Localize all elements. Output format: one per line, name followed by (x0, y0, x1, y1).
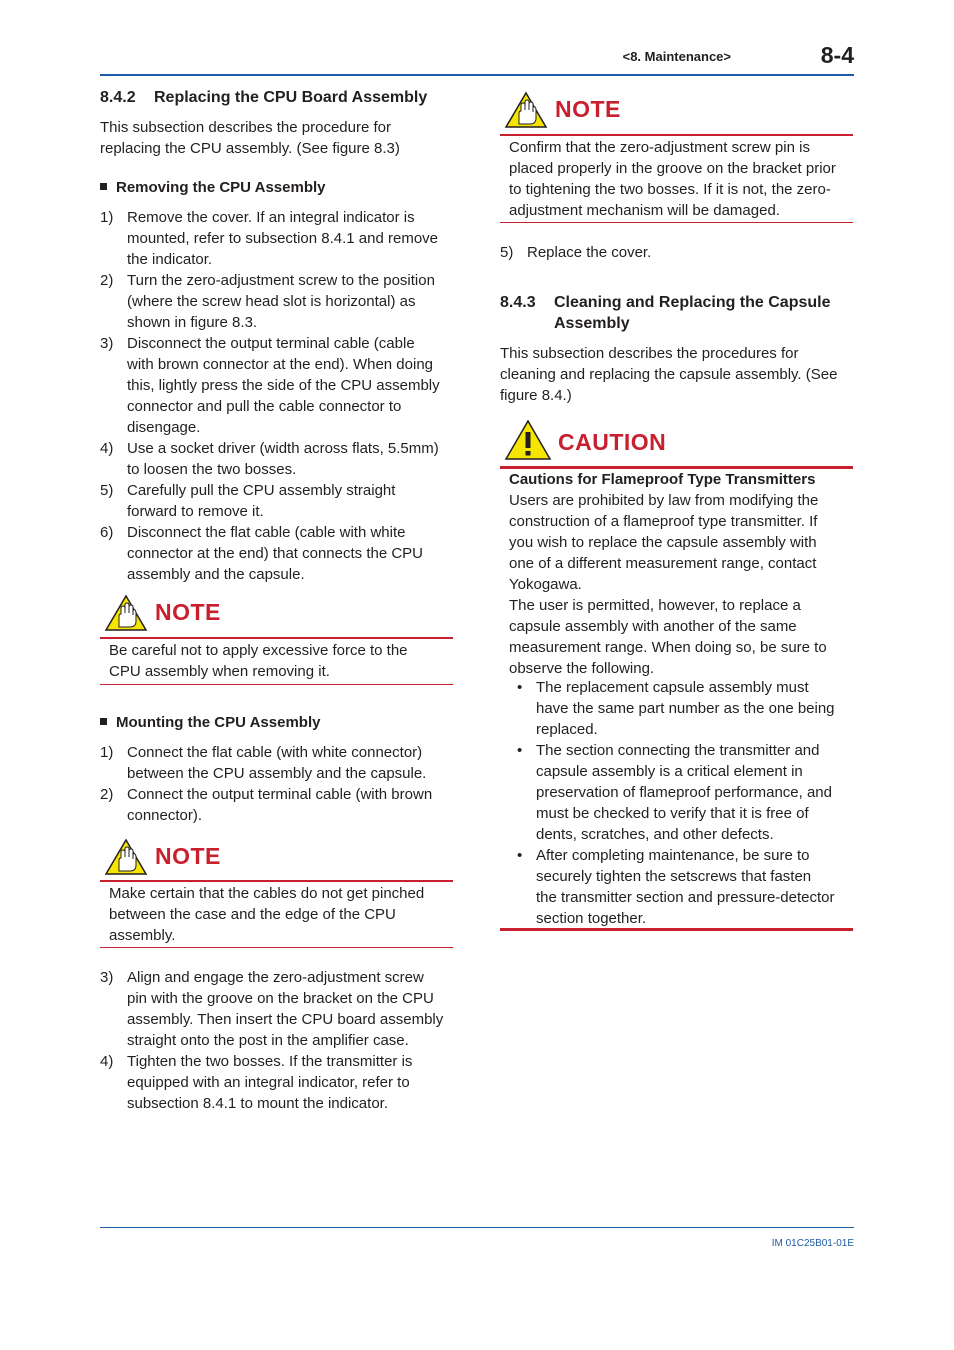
step-number: 4) (100, 1053, 114, 1070)
step-text: Replace the cover. (527, 244, 652, 261)
step-text: Turn the zero-adjustment screw to the position (where the screw head slot is horizontal) as shown in figure 8.3. (127, 272, 435, 331)
note-bottom-rule (100, 684, 453, 685)
step-number: 1) (100, 209, 114, 226)
step-text: Remove the cover. If an integral indicator is mounted, refer to subsection 8.4.1 and remove the indicator. (127, 209, 439, 268)
list-item (100, 207, 460, 270)
note-top-rule (500, 134, 853, 136)
step-number: 2) (100, 786, 114, 803)
step-text: Align and engage the zero-adjustment screw pin with the groove on the bracket on the CPU assembly. Then insert the CPU board assembly straight onto the post in the amplifier case. (127, 969, 444, 1049)
step-number: 5) (100, 482, 114, 499)
section-heading-8-4-2 (100, 87, 460, 108)
note-bottom-rule (500, 222, 853, 223)
caution-title: CAUTION (558, 429, 667, 455)
text-line: replacing the CPU assembly. (See figure 8.3) (100, 140, 400, 157)
section-intro: This subsection describes the procedures for cleaning and replacing the capsule assembly. (See figure 8.4.) (500, 345, 838, 404)
header-rule (100, 74, 854, 76)
document-id: IM 01C25B01-01E (771, 1238, 854, 1249)
note-title: NOTE (155, 843, 221, 869)
section-intro (100, 117, 400, 159)
note-body: Be careful not to apply excessive force to the CPU assembly when removing it. (109, 642, 408, 680)
caution-body: Users are prohibited by law from modifying the construction of a flameproof type transmitter. If you wish to replace the capsule assembly with one of a different measurement range, contact Yokogawa. The user is permitted, however, to replace a capsule assembly with another of the same measurement range. When doing so, be sure to observe the following. (509, 492, 827, 677)
bullet-text: The replacement capsule assembly must have the same part number as the one being replaced. (536, 679, 835, 738)
caution-bullet-list (509, 677, 854, 929)
caution-subtitle: Cautions for Flameproof Type Transmitters (509, 471, 816, 488)
list-item (100, 967, 460, 1051)
list-item (509, 740, 854, 845)
hand-warning-icon (104, 594, 148, 632)
subheading-mounting (100, 712, 320, 733)
section-title: Cleaning and Replacing the Capsule Assembly (554, 294, 831, 332)
step-number: 2) (100, 272, 114, 289)
page-number: 8-4 (820, 42, 854, 68)
list-item (100, 1051, 460, 1114)
list-item (100, 438, 460, 480)
section-heading-8-4-3 (500, 292, 860, 334)
list-item (509, 677, 854, 740)
step-text: Connect the flat cable (with white connector) between the CPU assembly and the capsule. (127, 744, 427, 782)
text-line: This subsection describes the procedure for (100, 119, 391, 136)
subheading-removing (100, 177, 326, 198)
step-text: Disconnect the flat cable (cable with white connector at the end) that connects the CPU assembly and the capsule. (127, 524, 424, 583)
header-section-label: <8. Maintenance> (622, 49, 731, 64)
mounting-steps-list-continued (100, 967, 460, 1114)
removing-steps-list (100, 207, 460, 585)
list-item (100, 742, 460, 784)
hand-warning-icon (104, 838, 148, 876)
section-title: Replacing the CPU Board Assembly (154, 89, 428, 106)
caution-bottom-rule (500, 928, 853, 931)
bullet-icon: • (517, 742, 523, 759)
mounting-steps-list (100, 742, 460, 826)
step-text: Use a socket driver (width across flats, 5.5mm) to loosen the two bosses. (127, 440, 439, 478)
list-item (100, 784, 460, 826)
note-body: Confirm that the zero-adjustment screw pin is placed properly in the groove on the bracket prior to tightening the two bosses. If it is not, the zero- adjustment mechanism will be damaged. (509, 139, 836, 219)
list-item (100, 270, 460, 333)
square-bullet-icon (100, 718, 107, 725)
bullet-icon: • (517, 679, 523, 696)
step-number: 6) (100, 524, 114, 541)
section-number: 8.4.2 (100, 89, 136, 106)
bullet-icon: • (517, 847, 523, 864)
list-item (500, 242, 860, 263)
section-number: 8.4.3 (500, 294, 536, 311)
subheading-text: Mounting the CPU Assembly (116, 714, 321, 731)
step-text: Connect the output terminal cable (with brown connector). (127, 786, 433, 824)
list-item (100, 333, 460, 438)
note-title: NOTE (555, 96, 621, 122)
note-body: Make certain that the cables do not get pinched between the case and the edge of the CPU assembly. (109, 885, 425, 944)
list-item (100, 522, 460, 585)
step-number: 3) (100, 969, 114, 986)
step-text: Tighten the two bosses. If the transmitter is equipped with an integral indicator, refer to subsection 8.4.1 to mount the indicator. (127, 1053, 413, 1112)
step-number: 1) (100, 744, 114, 761)
note-bottom-rule (100, 947, 453, 948)
exclamation-warning-icon (504, 419, 552, 461)
bullet-text: After completing maintenance, be sure to securely tighten the setscrews that fasten the transmitter section and pressure-detector section together. (536, 847, 835, 927)
step-number: 3) (100, 335, 114, 352)
subheading-text: Removing the CPU Assembly (116, 179, 326, 196)
footer-rule (100, 1227, 854, 1228)
note-top-rule (100, 880, 453, 882)
square-bullet-icon (100, 183, 107, 190)
note-title: NOTE (155, 599, 221, 625)
note-top-rule (100, 637, 453, 639)
step-text: Carefully pull the CPU assembly straight forward to remove it. (127, 482, 396, 520)
step-number: 4) (100, 440, 114, 457)
step-text: Disconnect the output terminal cable (cable with brown connector at the end). When doing this, lightly press the side of the CPU assembly connector and pull the cable connector to disengage. (127, 335, 440, 436)
list-item (100, 480, 460, 522)
hand-warning-icon (504, 91, 548, 129)
list-item (509, 845, 854, 929)
step-number: 5) (500, 244, 514, 261)
bullet-text: The section connecting the transmitter and capsule assembly is a critical element in preservation of flameproof performance, and must be checked to verify that it is free of dents, scratches, and other defects. (536, 742, 832, 843)
